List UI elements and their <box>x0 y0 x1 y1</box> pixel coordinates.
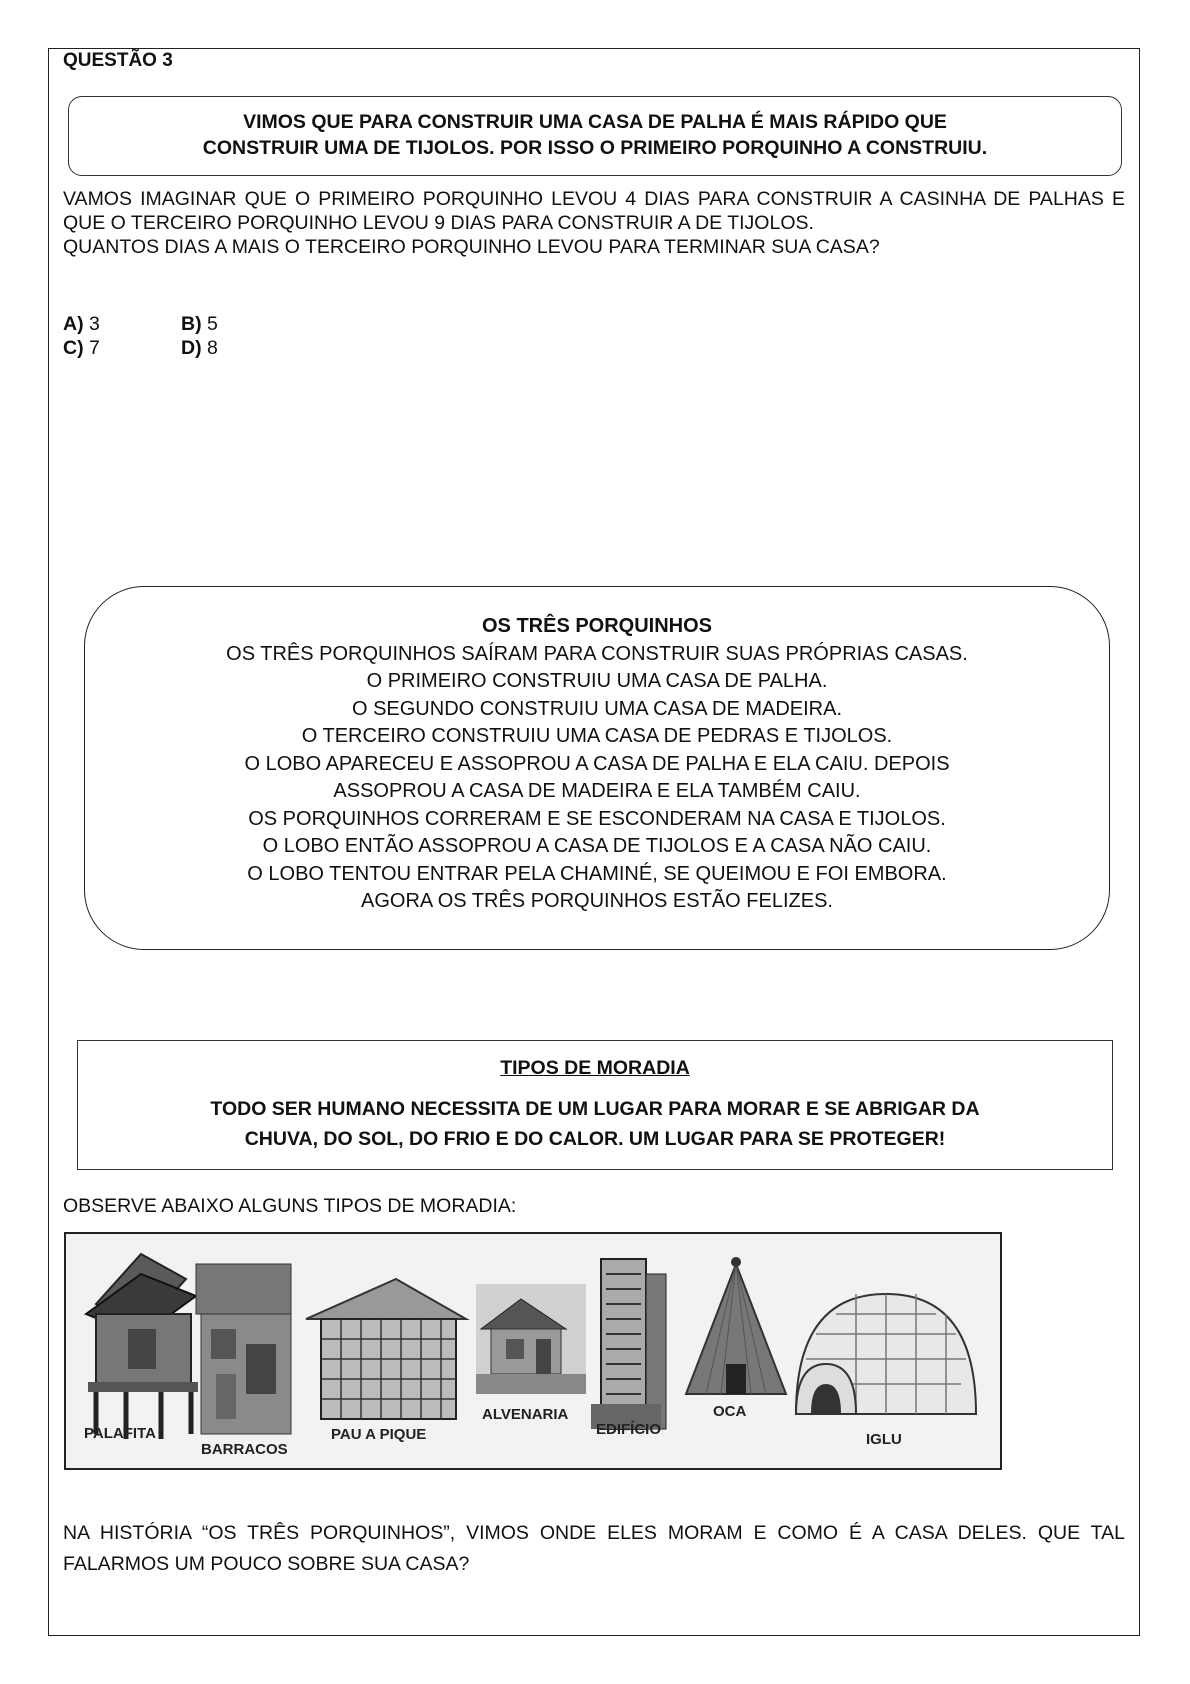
edificio-building <box>591 1259 666 1438</box>
tipos-title: TIPOS DE MORADIA <box>500 1057 690 1079</box>
label-oca: OCA <box>713 1403 747 1420</box>
story-line: OS PORQUINHOS CORRERAM E SE ESCONDERAM NA CASA E TIJOLOS. <box>248 807 946 830</box>
story-line: AGORA OS TRÊS PORQUINHOS ESTÃO FELIZES. <box>361 890 833 912</box>
option-b[interactable]: B) 5 <box>181 313 218 335</box>
intro-line-1: VIMOS QUE PARA CONSTRUIR UMA CASA DE PALHA É MAIS RÁPIDO QUE <box>243 111 947 133</box>
story-line: O TERCEIRO CONSTRUIU UMA CASA DE PEDRAS E TIJOLOS. <box>301 725 893 747</box>
housing-types-image <box>64 1232 1002 1470</box>
label-pau-a-pique: PAU A PIQUE <box>331 1426 427 1443</box>
observe-text: OBSERVE ABAIXO ALGUNS TIPOS DE MORADIA: <box>63 1195 517 1217</box>
option-c[interactable]: C) 7 <box>63 337 100 359</box>
problem-question: QUANTOS DIAS A MAIS O TERCEIRO PORQUINHO LEVOU PARA TERMINAR SUA CASA? <box>63 236 880 258</box>
tipos-box <box>77 1040 1113 1170</box>
option-a[interactable]: A) 3 <box>63 313 100 335</box>
story-line: O LOBO TENTOU ENTRAR PELA CHAMINÉ, SE QUEIMOU E FOI EMBORA. <box>247 862 947 885</box>
label-edificio: EDIFÍCIO <box>596 1421 662 1438</box>
tipos-line-2: CHUVA, DO SOL, DO FRIO E DO CALOR. UM LUGAR PARA SE PROTEGER! <box>244 1128 946 1150</box>
story-box <box>84 586 1110 950</box>
intro-box <box>68 96 1122 176</box>
story-line: OS TRÊS PORQUINHOS SAÍRAM PARA CONSTRUIR SUAS PRÓPRIAS CASAS. <box>226 642 968 665</box>
question-title: QUESTÃO 3 <box>63 50 173 71</box>
label-barracos: BARRACOS <box>201 1441 288 1458</box>
answer-options <box>63 312 299 360</box>
story-line: O LOBO APARECEU E ASSOPROU A CASA DE PALHA E ELA CAIU. DEPOIS <box>244 752 950 775</box>
intro-line-2: CONSTRUIR UMA DE TIJOLOS. POR ISSO O PRIMEIRO PORQUINHO A CONSTRUIU. <box>202 137 988 159</box>
barracos-house <box>196 1264 291 1458</box>
label-alvenaria: ALVENARIA <box>482 1406 569 1423</box>
story-title: OS TRÊS PORQUINHOS <box>481 615 713 637</box>
story-line: O PRIMEIRO CONSTRUIU UMA CASA DE PALHA. <box>366 670 828 692</box>
problem-text: VAMOS IMAGINAR QUE O PRIMEIRO PORQUINHO LEVOU 4 DIAS PARA CONSTRUIR A CASINHA DE PALHAS E QUE O TERCEIRO PORQUINHO LEVOU 9 DIAS PARA CONSTRUIR A DE TIJOLOS. <box>63 188 1125 234</box>
label-palafita: PALAFITA <box>84 1425 156 1442</box>
story-line: ASSOPROU A CASA DE MADEIRA E ELA TAMBÉM CAIU. <box>333 780 861 802</box>
final-question: NA HISTÓRIA “OS TRÊS PORQUINHOS”, VIMOS ONDE ELES MORAM E COMO É A CASA DELES. QUE TAL FALARMOS UM POUCO SOBRE SUA CASA? <box>63 1522 1125 1575</box>
option-d[interactable]: D) 8 <box>181 337 218 359</box>
label-iglu: IGLU <box>866 1431 902 1448</box>
tipos-line-1: TODO SER HUMANO NECESSITA DE UM LUGAR PARA MORAR E SE ABRIGAR DA <box>210 1098 980 1120</box>
problem-statement <box>63 187 1125 259</box>
story-line: O SEGUNDO CONSTRUIU UMA CASA DE MADEIRA. <box>351 697 843 720</box>
story-line: O LOBO ENTÃO ASSOPROU A CASA DE TIJOLOS E A CASA NÃO CAIU. <box>262 835 932 857</box>
